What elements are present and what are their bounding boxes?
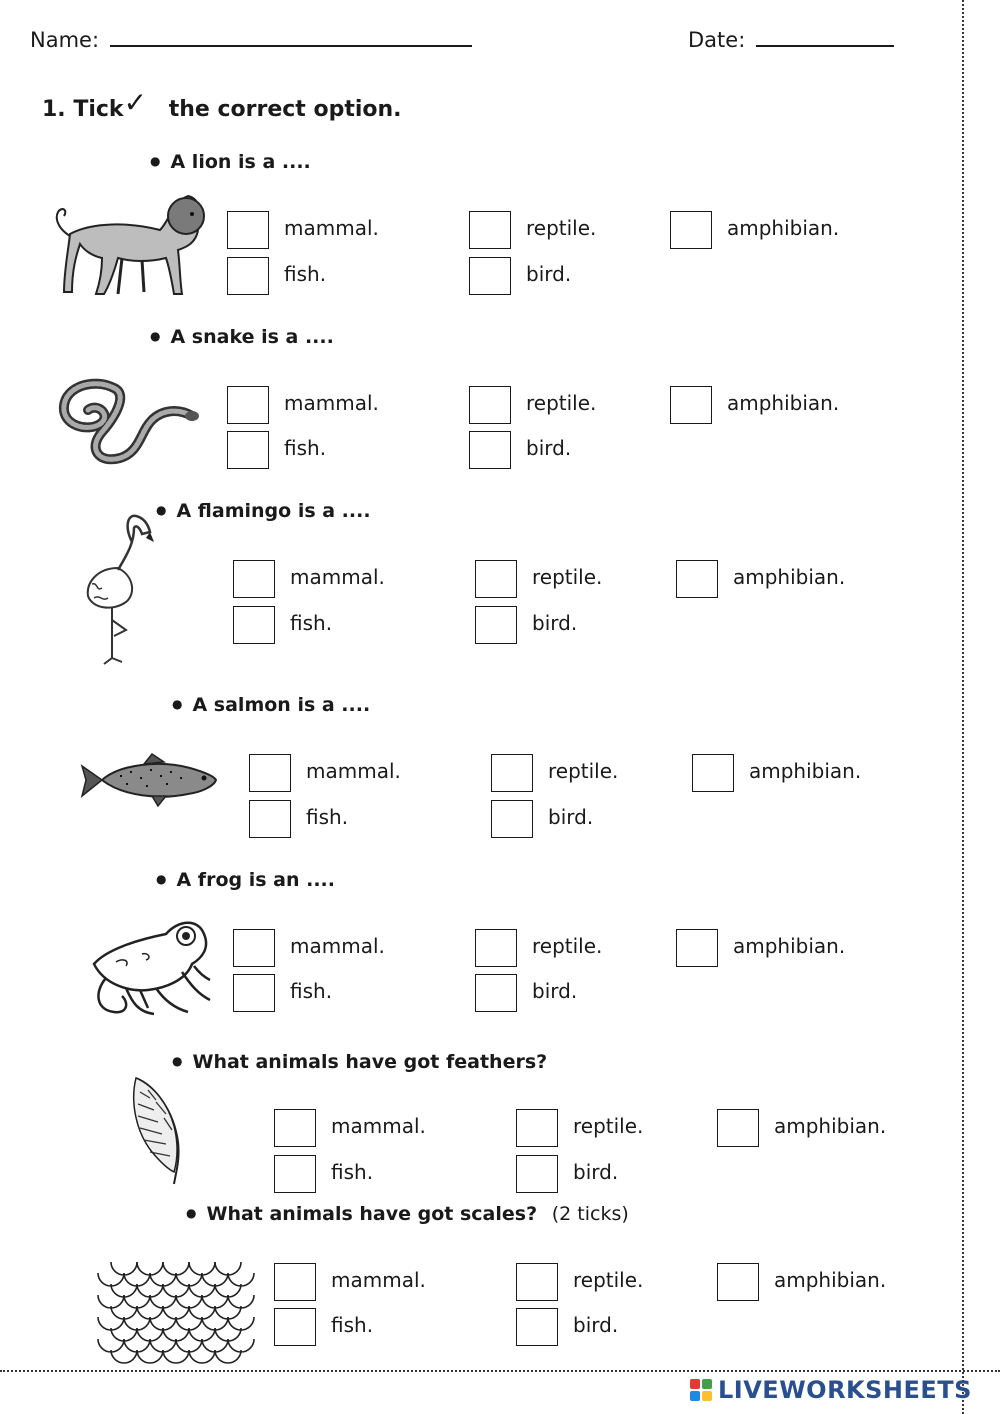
question-text: What animals have got scales? xyxy=(206,1203,538,1225)
option-fish-checkbox[interactable] xyxy=(233,974,275,1012)
logo-square xyxy=(690,1391,700,1401)
option-mammal-checkbox[interactable] xyxy=(249,754,291,792)
question-text: A lion is a .... xyxy=(170,151,311,173)
option-bird-label[interactable]: bird. xyxy=(573,1160,619,1184)
question-1: ● A lion is a .... xyxy=(150,151,311,173)
logo-square xyxy=(702,1391,712,1401)
option-reptile-label[interactable]: reptile. xyxy=(548,759,619,783)
option-fish-checkbox[interactable] xyxy=(233,606,275,644)
option-amphibian-label[interactable]: amphibian. xyxy=(774,1268,887,1292)
option-bird-label[interactable]: bird. xyxy=(526,262,572,286)
logo-square xyxy=(702,1379,712,1389)
option-fish-label[interactable]: fish. xyxy=(290,611,333,635)
option-reptile-checkbox[interactable] xyxy=(516,1263,558,1301)
instruction-title xyxy=(42,86,402,123)
date-field[interactable] xyxy=(756,45,894,47)
option-amphibian-checkbox[interactable] xyxy=(717,1109,759,1147)
option-mammal-label[interactable]: mammal. xyxy=(306,759,401,783)
option-amphibian-checkbox[interactable] xyxy=(676,560,718,598)
brand-footer[interactable] xyxy=(690,1376,972,1404)
option-reptile-label[interactable]: reptile. xyxy=(526,391,597,415)
option-bird-checkbox[interactable] xyxy=(491,800,533,838)
option-bird-checkbox[interactable] xyxy=(516,1308,558,1346)
option-bird-label[interactable]: bird. xyxy=(526,436,572,460)
option-amphibian-label[interactable]: amphibian. xyxy=(727,216,840,240)
scales-icon xyxy=(124,1252,228,1356)
option-fish-checkbox[interactable] xyxy=(274,1155,316,1193)
question-text: A snake is a .... xyxy=(170,326,334,348)
question-7: ● What animals have got scales? (2 ticks) xyxy=(186,1203,629,1225)
option-reptile-checkbox[interactable] xyxy=(469,211,511,249)
option-bird-label[interactable]: bird. xyxy=(532,979,578,1003)
option-mammal-label[interactable]: mammal. xyxy=(331,1268,426,1292)
salmon-icon xyxy=(80,752,220,808)
option-reptile-checkbox[interactable] xyxy=(516,1109,558,1147)
option-fish-label[interactable]: fish. xyxy=(331,1313,374,1337)
logo-square xyxy=(690,1379,700,1389)
option-fish-checkbox[interactable] xyxy=(227,431,269,469)
name-field[interactable] xyxy=(110,45,472,47)
option-amphibian-checkbox[interactable] xyxy=(670,211,712,249)
snake-icon xyxy=(54,376,199,466)
option-reptile-checkbox[interactable] xyxy=(475,929,517,967)
instruction-number: 1. xyxy=(42,97,66,122)
option-reptile-label[interactable]: reptile. xyxy=(573,1114,644,1138)
option-mammal-checkbox[interactable] xyxy=(227,386,269,424)
option-amphibian-checkbox[interactable] xyxy=(692,754,734,792)
option-reptile-label[interactable]: reptile. xyxy=(532,934,603,958)
option-amphibian-checkbox[interactable] xyxy=(670,386,712,424)
option-mammal-label[interactable]: mammal. xyxy=(284,391,379,415)
option-bird-checkbox[interactable] xyxy=(469,431,511,469)
feather-icon xyxy=(126,1072,186,1188)
option-mammal-checkbox[interactable] xyxy=(274,1109,316,1147)
option-bird-checkbox[interactable] xyxy=(516,1155,558,1193)
option-reptile-label[interactable]: reptile. xyxy=(526,216,597,240)
option-reptile-label[interactable]: reptile. xyxy=(532,565,603,589)
option-mammal-label[interactable]: mammal. xyxy=(284,216,379,240)
option-mammal-label[interactable]: mammal. xyxy=(290,565,385,589)
option-reptile-label[interactable]: reptile. xyxy=(573,1268,644,1292)
option-bird-label[interactable]: bird. xyxy=(548,805,594,829)
instruction-rest: the correct option. xyxy=(168,97,402,122)
tick-icon: ✓ xyxy=(123,86,148,119)
option-amphibian-label[interactable]: amphibian. xyxy=(774,1114,887,1138)
option-fish-label[interactable]: fish. xyxy=(331,1160,374,1184)
option-amphibian-checkbox[interactable] xyxy=(676,929,718,967)
flamingo-icon xyxy=(78,512,158,668)
option-fish-label[interactable]: fish. xyxy=(290,979,333,1003)
question-6: ● What animals have got feathers? xyxy=(172,1051,548,1073)
option-reptile-checkbox[interactable] xyxy=(469,386,511,424)
question-2: ● A snake is a .... xyxy=(150,326,334,348)
brand-name: LIVEWORKSHEETS xyxy=(718,1376,972,1404)
option-mammal-label[interactable]: mammal. xyxy=(331,1114,426,1138)
option-mammal-checkbox[interactable] xyxy=(233,929,275,967)
option-bird-checkbox[interactable] xyxy=(475,974,517,1012)
page-border-bottom xyxy=(0,1370,1000,1372)
option-fish-checkbox[interactable] xyxy=(274,1308,316,1346)
question-text: A salmon is a .... xyxy=(192,694,371,716)
option-amphibian-label[interactable]: amphibian. xyxy=(733,565,846,589)
option-bird-checkbox[interactable] xyxy=(475,606,517,644)
option-mammal-label[interactable]: mammal. xyxy=(290,934,385,958)
question-text: A frog is an .... xyxy=(176,869,335,891)
option-amphibian-label[interactable]: amphibian. xyxy=(727,391,840,415)
option-reptile-checkbox[interactable] xyxy=(491,754,533,792)
option-mammal-checkbox[interactable] xyxy=(233,560,275,598)
liveworksheets-logo-icon xyxy=(690,1379,712,1401)
date-label: Date: xyxy=(688,28,746,52)
name-label: Name: xyxy=(30,28,100,52)
option-bird-label[interactable]: bird. xyxy=(532,611,578,635)
option-mammal-checkbox[interactable] xyxy=(274,1263,316,1301)
option-fish-checkbox[interactable] xyxy=(249,800,291,838)
question-3: ● A flamingo is a .... xyxy=(156,500,371,522)
question-text: What animals have got feathers? xyxy=(192,1051,548,1073)
page-border-right xyxy=(962,0,964,1414)
option-bird-checkbox[interactable] xyxy=(469,257,511,295)
question-5: ● A frog is an .... xyxy=(156,869,335,891)
option-fish-checkbox[interactable] xyxy=(227,257,269,295)
option-bird-label[interactable]: bird. xyxy=(573,1313,619,1337)
option-amphibian-checkbox[interactable] xyxy=(717,1263,759,1301)
option-fish-label[interactable]: fish. xyxy=(306,805,349,829)
question-4: ● A salmon is a .... xyxy=(172,694,371,716)
lion-icon xyxy=(52,186,202,300)
date-label-row xyxy=(688,28,894,52)
option-mammal-checkbox[interactable] xyxy=(227,211,269,249)
option-reptile-checkbox[interactable] xyxy=(475,560,517,598)
instruction-tick-word: Tick xyxy=(73,97,124,122)
option-fish-label[interactable]: fish. xyxy=(284,436,327,460)
option-amphibian-label[interactable]: amphibian. xyxy=(749,759,862,783)
option-amphibian-label[interactable]: amphibian. xyxy=(733,934,846,958)
name-label-row xyxy=(30,28,472,52)
frog-icon xyxy=(86,914,212,1022)
question-note: (2 ticks) xyxy=(551,1203,629,1225)
question-text: A flamingo is a .... xyxy=(176,500,371,522)
option-fish-label[interactable]: fish. xyxy=(284,262,327,286)
